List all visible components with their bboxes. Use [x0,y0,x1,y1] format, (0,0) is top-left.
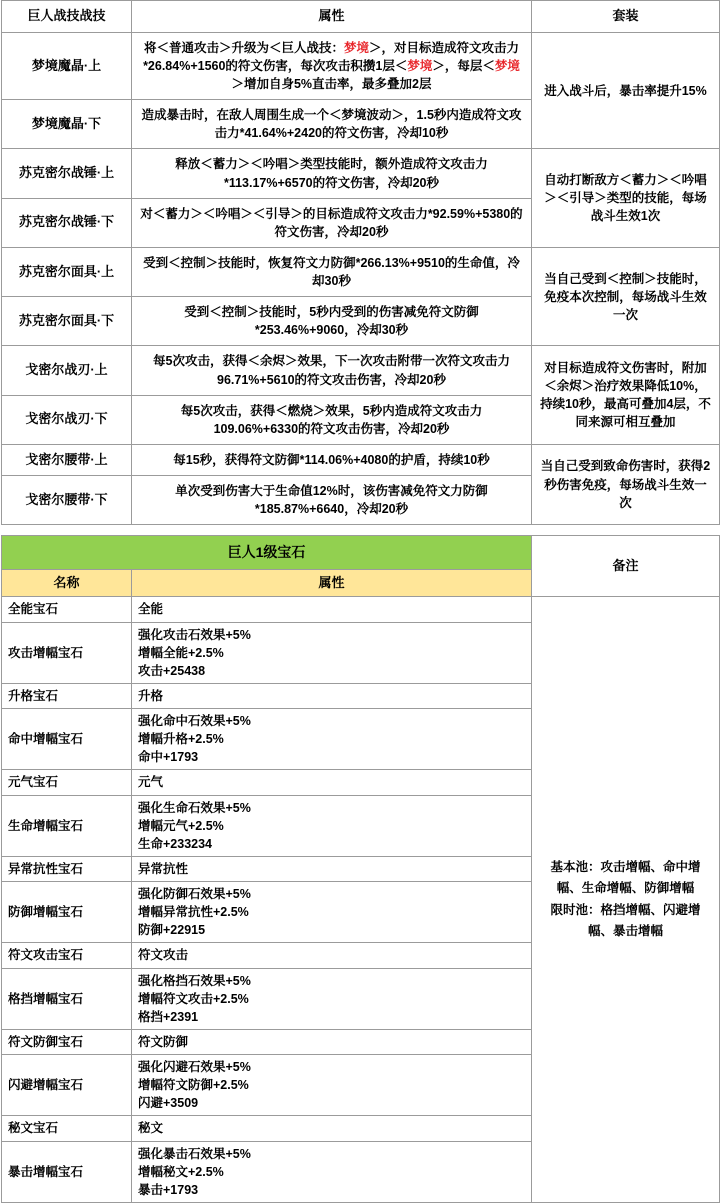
skill-name: 苏克密尔面具·下 [2,297,132,346]
skill-name: 戈密尔腰带·上 [2,444,132,475]
gem-attribute: 强化暴击石效果+5% 增幅秘文+2.5% 暴击+1793 [132,1141,532,1202]
gem-attribute: 符文防御 [132,1029,532,1054]
gem-attribute: 强化攻击石效果+5% 增幅全能+2.5% 攻击+25438 [132,622,532,683]
skill-name: 苏克密尔战锤·下 [2,198,132,247]
header-gem-name: 名称 [2,569,132,597]
gem-name: 防御增幅宝石 [2,882,132,943]
gem-attribute: 强化闪避石效果+5% 增幅符文防御+2.5% 闪避+3509 [132,1055,532,1116]
gem-attribute: 强化格挡石效果+5% 增幅符文攻击+2.5% 格挡+2391 [132,968,532,1029]
skill-name: 梦境魔晶·上 [2,32,132,99]
skill-name: 戈密尔战刃·下 [2,395,132,444]
gem-attribute: 元气 [132,770,532,795]
gem-name: 元气宝石 [2,770,132,795]
header-attribute: 属性 [132,1,532,33]
gems-remark-header: 备注 [532,536,720,597]
skill-name: 苏克密尔面具·上 [2,247,132,296]
gem-attribute: 符文攻击 [132,943,532,968]
gem-attribute: 强化命中石效果+5% 增幅升格+2.5% 命中+1793 [132,709,532,770]
skill-attribute: 每5次攻击，获得＜燃烧＞效果，5秒内造成符文攻击力109.06%+6330的符文攻击伤害，冷却20秒 [132,395,532,444]
skills-table-body [2,1,720,525]
gem-name: 命中增幅宝石 [2,709,132,770]
gem-name: 异常抗性宝石 [2,856,132,881]
gem-attribute: 异常抗性 [132,856,532,881]
skill-name: 戈密尔战刃·上 [2,346,132,395]
set-effect: 当自己受到＜控制＞技能时，免疫本次控制，每场战斗生效一次 [532,247,720,346]
gems-remark: 基本池：攻击增幅、命中增 幅、生命增幅、防御增幅 限时池：格挡增幅、闪避增 幅、暴击增幅 [532,597,720,1203]
header-set: 套装 [532,1,720,33]
skill-attribute: 释放＜蓄力＞＜吟唱＞类型技能时，额外造成符文攻击力*113.17%+6570的符文伤害，冷却20秒 [132,149,532,198]
skill-name: 梦境魔晶·下 [2,100,132,149]
skill-attribute: 每5次攻击，获得＜余烬＞效果，下一次攻击附带一次符文攻击力96.71%+5610的符文攻击伤害，冷却20秒 [132,346,532,395]
gem-name: 暴击增幅宝石 [2,1141,132,1202]
gem-name: 生命增幅宝石 [2,795,132,856]
set-effect: 当自己受到致命伤害时，获得2秒伤害免疫，每场战斗生效一次 [532,444,720,524]
gem-name: 符文防御宝石 [2,1029,132,1054]
gem-attribute: 秘文 [132,1116,532,1141]
skill-attribute: 将＜普通攻击＞升级为＜巨人战技：梦境＞，对目标造成符文攻击力*26.84%+1560的符文伤害，每次攻击积攒1层＜梦境＞，每层＜梦境＞增加自身5%直击率，最多叠加2层 [132,32,532,99]
gems-title: 巨人1级宝石 [2,536,532,569]
skill-attribute: 对＜蓄力＞＜吟唱＞＜引导＞的目标造成符文攻击力*92.59%+5380的符文伤害，冷却20秒 [132,198,532,247]
gem-name: 格挡增幅宝石 [2,968,132,1029]
table-row [2,247,720,296]
gems-table-body [2,536,720,1203]
header-skill-name: 巨人战技战技 [2,1,132,33]
gem-attribute: 强化生命石效果+5% 增幅元气+2.5% 生命+233234 [132,795,532,856]
skill-attribute: 受到＜控制＞技能时，恢复符文力防御*266.13%+9510的生命值，冷却30秒 [132,247,532,296]
giant-battle-skills-table [1,0,720,525]
table-row [2,32,720,99]
skill-name: 戈密尔腰带·下 [2,476,132,525]
gem-name: 符文攻击宝石 [2,943,132,968]
gem-attribute: 全能 [132,597,532,622]
gem-name: 升格宝石 [2,683,132,708]
gem-attribute: 升格 [132,683,532,708]
gem-name: 攻击增幅宝石 [2,622,132,683]
table-header-row [2,1,720,33]
skill-attribute: 每15秒，获得符文防御*114.06%+4080的护盾，持续10秒 [132,444,532,475]
table-row [2,444,720,475]
skill-attribute: 受到＜控制＞技能时，5秒内受到的伤害减免符文防御*253.46%+9060，冷却30秒 [132,297,532,346]
gem-attribute: 强化防御石效果+5% 增幅异常抗性+2.5% 防御+22915 [132,882,532,943]
table-row [2,149,720,198]
set-effect: 自动打断敌方＜蓄力＞＜吟唱＞＜引导＞类型的技能，每场战斗生效1次 [532,149,720,248]
table-row [2,346,720,395]
skill-attribute: 造成暴击时，在敌人周围生成一个＜梦境波动＞，1.5秒内造成符文攻击力*41.64%+2420的符文伤害，冷却10秒 [132,100,532,149]
gems-title-row [2,536,720,569]
set-effect: 进入战斗后，暴击率提升15% [532,32,720,149]
skill-attribute: 单次受到伤害大于生命值12%时，该伤害减免符文力防御*185.87%+6640，冷却20秒 [132,476,532,525]
skill-name: 苏克密尔战锤·上 [2,149,132,198]
giant-gems-table [1,535,720,1203]
table-row [2,597,720,622]
header-gem-attribute: 属性 [132,569,532,597]
set-effect: 对目标造成符文伤害时，附加＜余烬＞治疗效果降低10%，持续10秒，最高可叠加4层，不同来源可相互叠加 [532,346,720,445]
gem-name: 闪避增幅宝石 [2,1055,132,1116]
gem-name: 秘文宝石 [2,1116,132,1141]
gem-name: 全能宝石 [2,597,132,622]
